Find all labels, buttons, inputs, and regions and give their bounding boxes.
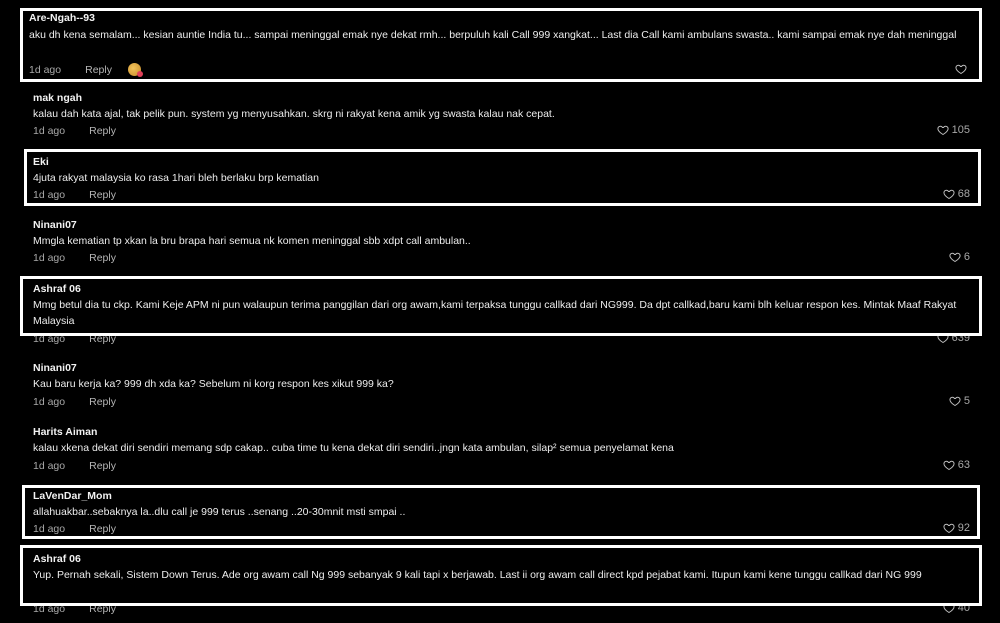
comment-text: allahuakbar..sebaknya la..dlu call je 999 terus ..senang ..20-30mnit msti smpai .. xyxy=(33,506,406,518)
reply-button[interactable]: Reply xyxy=(89,189,116,201)
like-button[interactable] xyxy=(937,332,970,344)
like-count: 68 xyxy=(957,188,970,200)
reply-button[interactable]: Reply xyxy=(89,523,116,535)
like-count: 63 xyxy=(957,459,970,471)
comment-meta xyxy=(33,603,116,615)
like-count: 105 xyxy=(951,124,970,136)
comment-text: 4juta rakyat malaysia ko rasa 1hari bleh berlaku brp kematian xyxy=(33,172,319,184)
heart-icon xyxy=(943,602,955,614)
reply-button[interactable]: Reply xyxy=(89,396,116,408)
comment-text: aku dh kena semalam... kesian auntie India tu... sampai meninggal emak nye dekat rmh... berpuluh kali Call 999 xangkat... Last dia Call kami ambulans swasta.. kami sampai emak nye dah meninggal xyxy=(29,29,957,41)
comment-text: Kau baru kerja ka? 999 dh xda ka? Sebelum ni korg respon kes xikut 999 ka? xyxy=(33,378,394,390)
comment-username[interactable]: Ninani07 xyxy=(33,219,77,231)
comment-time: 1d ago xyxy=(33,333,66,345)
comment-text: kalau dah kata ajal, tak pelik pun. system yg menyusahkan. skrg ni rakyat kena amik yg swasta kalau nak cepat. xyxy=(33,108,555,120)
comment-meta xyxy=(33,523,116,535)
comment-time: 1d ago xyxy=(33,523,66,535)
heart-icon xyxy=(949,395,961,407)
reply-button[interactable]: Reply xyxy=(89,252,116,264)
comment-username[interactable]: Ashraf 06 xyxy=(33,553,81,565)
like-button[interactable] xyxy=(955,63,970,75)
heart-icon xyxy=(943,522,955,534)
comment-time: 1d ago xyxy=(29,64,62,76)
heart-icon xyxy=(943,459,955,471)
heart-icon xyxy=(949,251,961,263)
like-count: 639 xyxy=(951,332,970,344)
heart-icon xyxy=(943,188,955,200)
reply-button[interactable]: Reply xyxy=(89,125,116,137)
comment-username[interactable]: Ashraf 06 xyxy=(33,283,81,295)
reply-button[interactable]: Reply xyxy=(89,333,116,345)
comment-time: 1d ago xyxy=(33,125,66,137)
comment-meta xyxy=(29,64,112,76)
comment-username[interactable]: Are-Ngah--93 xyxy=(29,12,95,24)
highlight-frame xyxy=(20,8,982,82)
emoji-reaction-icon xyxy=(128,63,141,76)
like-button[interactable] xyxy=(943,522,970,534)
like-button[interactable] xyxy=(943,188,970,200)
like-button[interactable] xyxy=(943,459,970,471)
comment-username[interactable]: LaVenDar_Mom xyxy=(33,490,112,502)
like-count: 92 xyxy=(957,522,970,534)
comment-username[interactable]: Ninani07 xyxy=(33,362,77,374)
comment-meta xyxy=(33,189,116,201)
comment-meta xyxy=(33,460,116,472)
heart-icon xyxy=(937,124,949,136)
comment-time: 1d ago xyxy=(33,603,66,615)
like-button[interactable] xyxy=(949,251,970,263)
comment-time: 1d ago xyxy=(33,189,66,201)
comment-username[interactable]: Eki xyxy=(33,156,49,168)
heart-icon xyxy=(937,332,949,344)
comment-text: Mmg betul dia tu ckp. Kami Keje APM ni pun walaupun terima panggilan dari org awam,kami terpaksa tunggu callkad dari NG999. Da dpt callkad,baru kami blh keluar respon kes. Mintak Maaf Rakyat Malaysia xyxy=(33,299,957,327)
comment-time: 1d ago xyxy=(33,396,66,408)
comment-text: Mmgla kematian tp xkan la bru brapa hari semua nk komen meninggal sbb xdpt call ambulan.. xyxy=(33,235,471,247)
like-count: 6 xyxy=(963,251,970,263)
reply-button[interactable]: Reply xyxy=(89,603,116,615)
like-count: 5 xyxy=(963,395,970,407)
comment-time: 1d ago xyxy=(33,252,66,264)
comment-username[interactable]: Harits Aiman xyxy=(33,426,98,438)
heart-icon xyxy=(955,63,967,75)
comment-time: 1d ago xyxy=(33,460,66,472)
like-button[interactable] xyxy=(943,602,970,614)
comment-text: Yup. Pernah sekali, Sistem Down Terus. Ade org awam call Ng 999 sebanyak 9 kali tapi x berjawab. Last ii org awam call direct kpd pejabat kami. Itupun kami kene tunggu callkad dari NG 999 xyxy=(33,569,922,581)
comment-meta xyxy=(33,252,116,264)
comment-text: kalau xkena dekat diri sendiri memang sdp cakap.. cuba time tu kena dekat diri sendiri..jngn kata ambulan, silap² semua penyelamat kena xyxy=(33,442,674,454)
reply-button[interactable]: Reply xyxy=(89,460,116,472)
comment-username[interactable]: mak ngah xyxy=(33,92,83,104)
reply-button[interactable]: Reply xyxy=(85,64,112,76)
comment-meta xyxy=(33,396,116,408)
like-count: 40 xyxy=(957,602,970,614)
like-button[interactable] xyxy=(937,124,970,136)
like-button[interactable] xyxy=(949,395,970,407)
comment-meta xyxy=(33,125,116,137)
comment-meta xyxy=(33,333,116,345)
